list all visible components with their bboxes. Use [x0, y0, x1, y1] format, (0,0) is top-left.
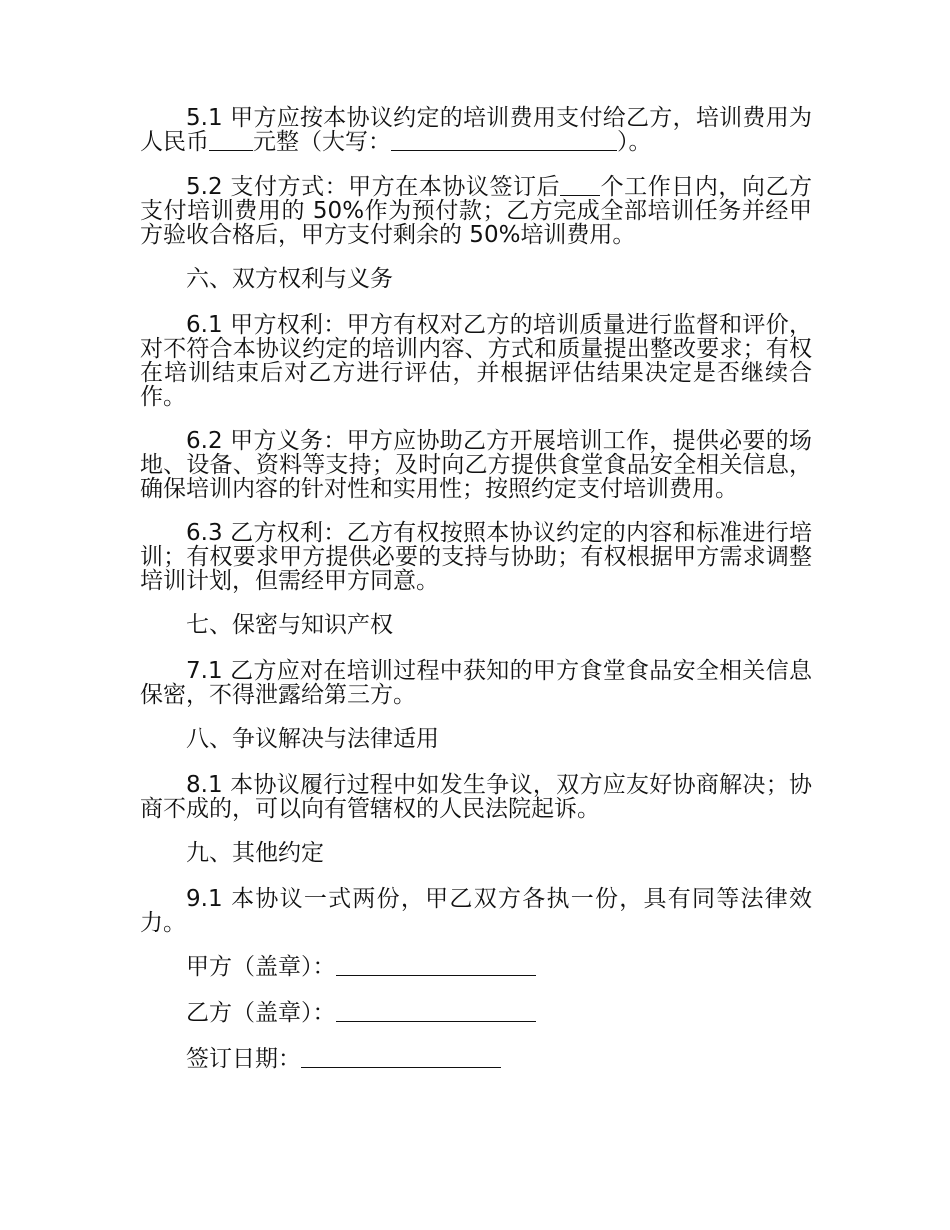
party-b-seal-line	[140, 1001, 812, 1025]
party-a-seal-label: 甲方（盖章）：	[186, 954, 336, 980]
clause-8-1: 8.1 本协议履行过程中如发生争议，双方应友好协商解决；协商不成的，可以向有管辖权的人民法院起诉。	[140, 772, 812, 822]
amount-blank	[209, 130, 253, 151]
clause-5-1-text-mid: 元整（大写：	[253, 129, 391, 155]
clause-6-3: 6.3 乙方权利：乙方有权按照本协议约定的内容和标准进行培训；有权要求甲方提供必要的支持与协助；有权根据甲方需求调整培训计划，但需经甲方同意。	[140, 520, 812, 594]
document-body	[140, 106, 812, 1093]
party-a-seal-blank	[336, 955, 536, 976]
amount-words-blank	[391, 130, 617, 151]
clause-6-2: 6.2 甲方义务：甲方应协助乙方开展培训工作，提供必要的场地、设备、资料等支持；及时向乙方提供食堂食品安全相关信息，确保培训内容的针对性和实用性；按照约定支付培训费用。	[140, 428, 812, 502]
clause-5-1-text-end: ）。	[617, 129, 652, 155]
signing-date-label: 签订日期：	[186, 1046, 301, 1072]
party-b-seal-label: 乙方（盖章）：	[186, 1000, 336, 1026]
workdays-blank	[560, 175, 600, 196]
clause-5-2-text-end: 个工作日内，向乙方支付培训费用的 50%作为预付款；乙方完成全部培训任务并经甲方验收合格后，甲方支付剩余的 50%培训费用。	[140, 174, 813, 248]
clause-6-1: 6.1 甲方权利：甲方有权对乙方的培训质量进行监督和评价，对不符合本协议约定的培训内容、方式和质量提出整改要求；有权在培训结束后对乙方进行评估，并根据评估结果决定是否继续合作。	[140, 312, 812, 410]
party-a-seal-line	[140, 955, 812, 979]
signing-date-line	[140, 1047, 812, 1071]
signing-date-blank	[301, 1047, 501, 1068]
clause-5-2-text: 5.2 支付方式：甲方在本协议签订后	[186, 174, 561, 200]
clause-9-1: 9.1 本协议一式两份，甲乙双方各执一份，具有同等法律效力。	[140, 886, 812, 936]
section-7-heading: 七、保密与知识产权	[186, 612, 393, 638]
clause-5-2	[140, 175, 812, 247]
section-8-heading: 八、争议解决与法律适用	[186, 726, 439, 752]
section-9-heading: 九、其他约定	[186, 840, 324, 866]
clause-7-1: 7.1 乙方应对在培训过程中获知的甲方食堂食品安全相关信息保密，不得泄露给第三方。	[140, 658, 812, 708]
section-6-heading: 六、双方权利与义务	[186, 266, 393, 292]
party-b-seal-blank	[336, 1001, 536, 1022]
clause-5-1	[140, 106, 812, 154]
clause-5-1-text: 5.1 甲方应按本协议约定的培训费用支付给乙方，培训费用为人民币	[140, 105, 812, 155]
